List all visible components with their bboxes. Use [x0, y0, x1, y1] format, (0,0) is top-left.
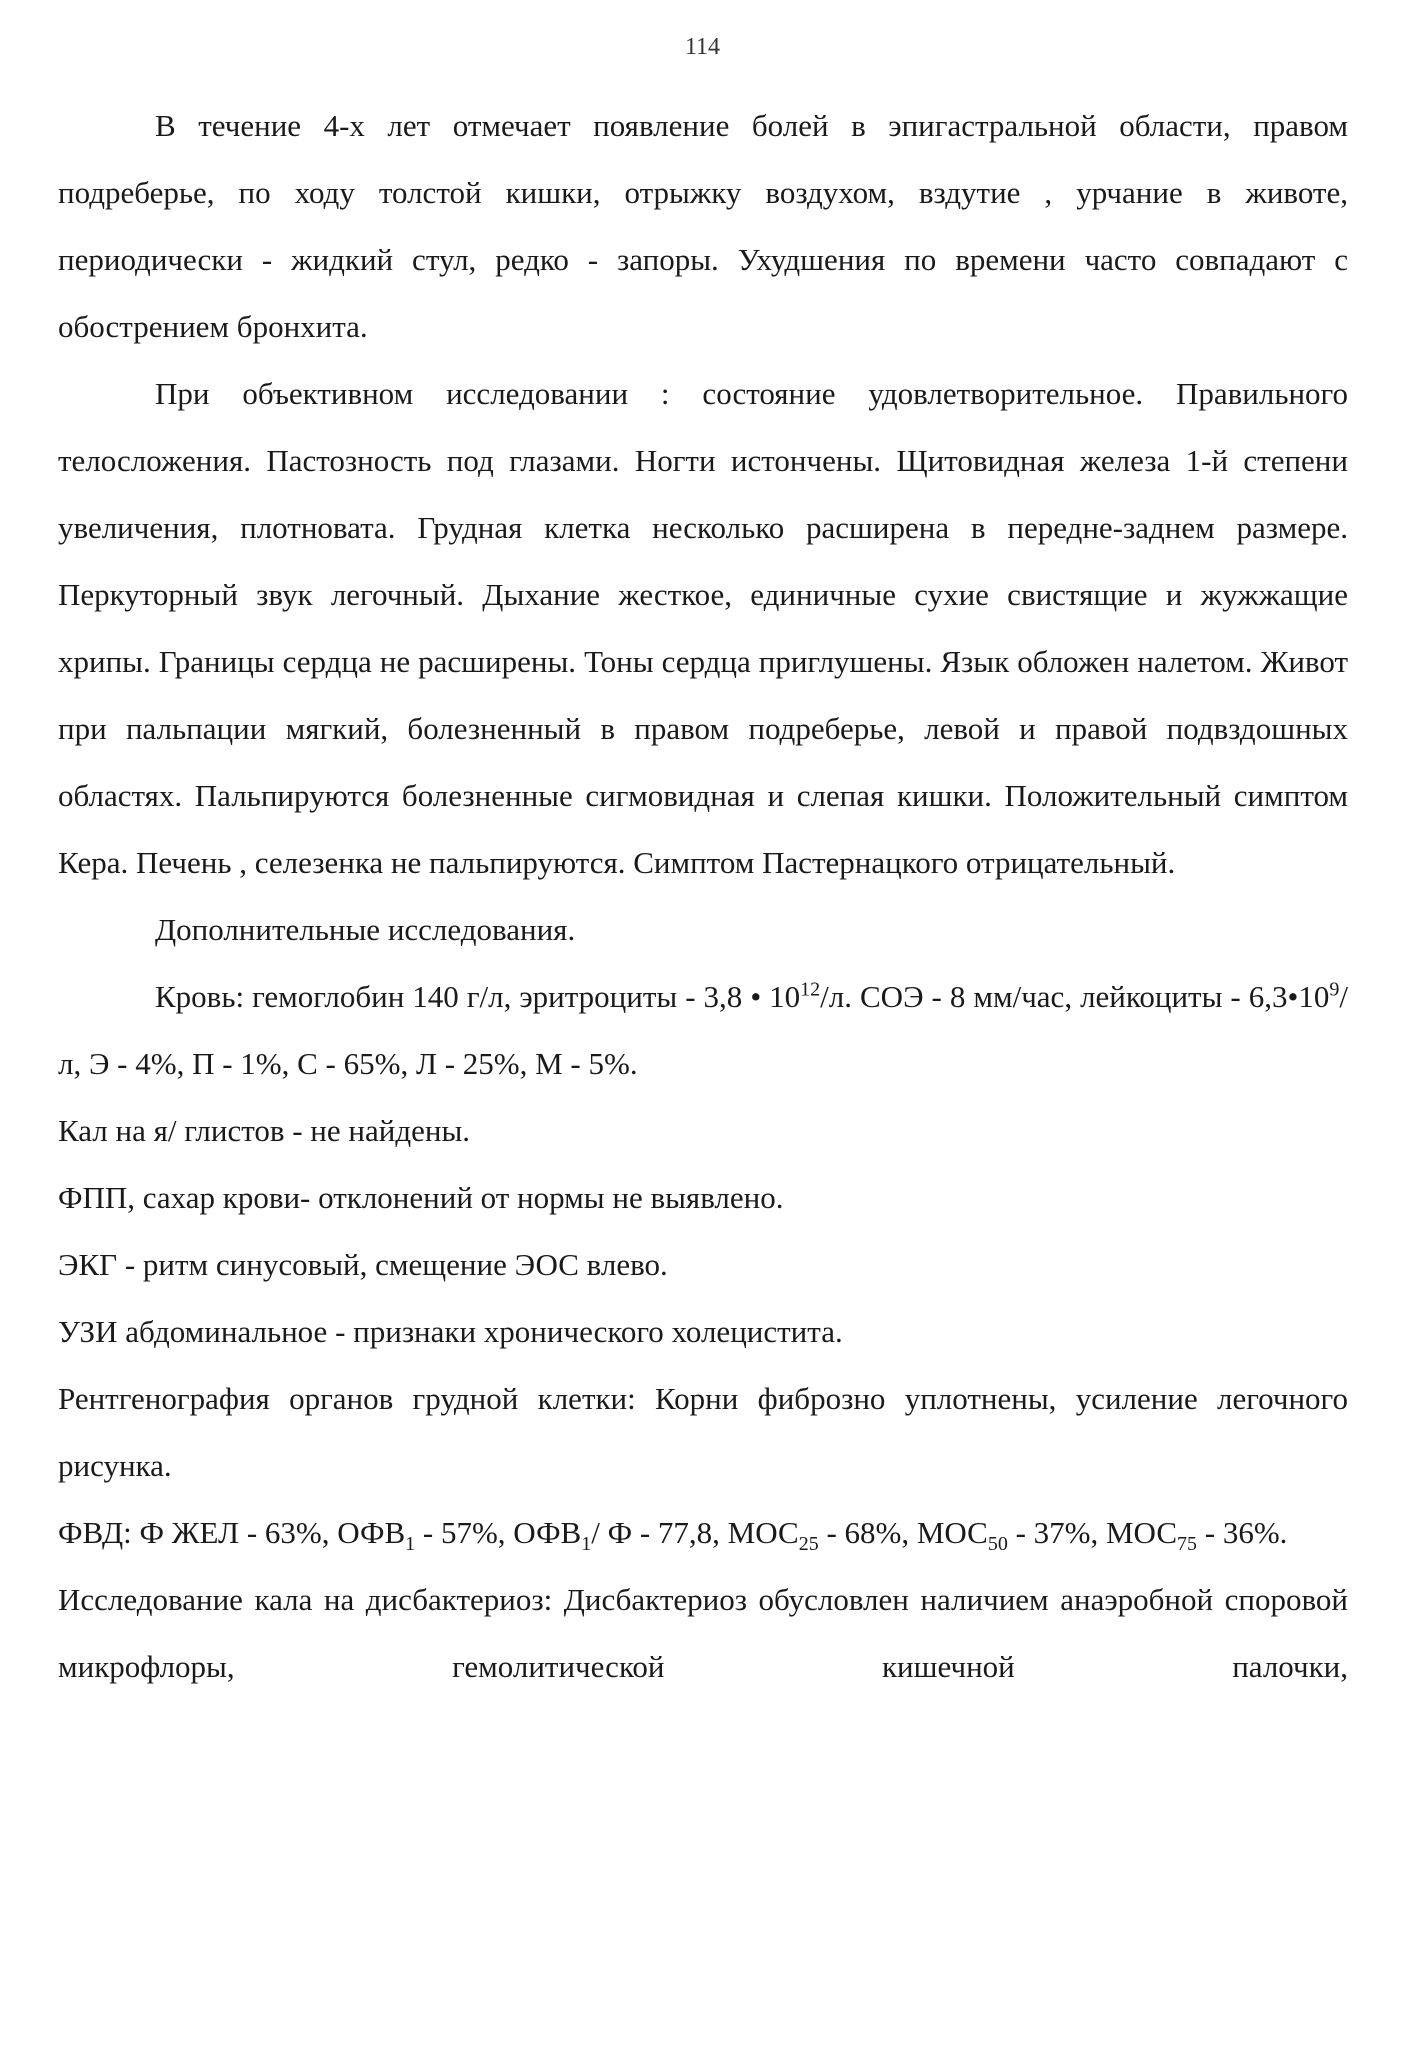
blood-text-1: Кровь: гемоглобин 140 г/л, эритроциты - 3,8 • 10: [155, 979, 801, 1014]
fvd-text-1: ФВД: Ф ЖЕЛ - 63%, ОФВ: [58, 1515, 406, 1550]
page-number: 114: [684, 34, 721, 60]
fvd-text-5: - 37%, МОС: [1007, 1515, 1177, 1550]
paragraph-dysbacteriosis: Исследование кала на дисбактериоз: Дисбактериоз обусловлен наличием анаэробной споровой микрофлоры, гемолитической кишечной палочки,: [58, 1582, 1348, 1684]
fvd-sub-2: 1: [581, 1533, 592, 1556]
fvd-text-2: - 57%, ОФВ: [415, 1515, 582, 1550]
paragraph-fvd: [58, 1499, 1348, 1566]
fvd-text-6: - 36%.: [1197, 1515, 1288, 1550]
paragraph-blood-test: [58, 963, 1348, 1097]
fvd-text-4: - 68%, МОС: [818, 1515, 988, 1550]
fvd-sub-3: 25: [798, 1533, 819, 1556]
blood-exponent-2: 9: [1329, 978, 1340, 1001]
blood-text-2: /л. СОЭ - 8 мм/час, лейкоциты - 6,3•10: [820, 979, 1330, 1014]
paragraph-objective-exam: При объективном исследовании : состояние удовлетворительное. Правильного телосложения. Пастозность под глазами. Ногти истончены. Щитовидная железа 1-й степени увеличения, плотновата. Грудная клетка несколько расширена в передне-заднем размере. Перкуторный звук легочный. Дыхание жесткое, единичные сухие свистящие и жужжащие хрипы. Границы сердца не расширены. Тоны сердца приглушены. Язык обложен налетом. Живот при пальпации мягкий, болезненный в правом подреберье, левой и правой подвздошных областях. Пальпируются болезненные сигмовидная и слепая кишки. Положительный симптом Кера. Печень , селезенка не пальпируются. Симптом Пастернацкого отрицательный.: [58, 376, 1348, 880]
page-body: [58, 92, 1348, 1700]
blood-exponent-1: 12: [800, 978, 821, 1001]
line-ecg: ЭКГ - ритм синусовый, смещение ЭОС влево.: [58, 1247, 668, 1282]
line-liver-tests: ФПП, сахар крови- отклонений от нормы не выявлено.: [58, 1180, 784, 1215]
fvd-sub-4: 50: [987, 1533, 1008, 1556]
fvd-text-3: / Ф - 77,8, МОС: [591, 1515, 799, 1550]
paragraph-additional-studies: Дополнительные исследования.: [155, 912, 576, 947]
paragraph-complaints: В течение 4-х лет отмечает появление болей в эпигастральной области, правом подреберье, по ходу толстой кишки, отрыжку воздухом, вздутие , урчание в животе, периодически - жидкий стул, редко - запоры. Ухудшения по времени часто совпадают с обострением бронхита.: [58, 108, 1348, 344]
line-stool-helminths: Кал на я/ глистов - не найдены.: [58, 1113, 471, 1148]
fvd-sub-5: 75: [1177, 1533, 1197, 1556]
fvd-sub-1: 1: [405, 1533, 416, 1556]
line-ultrasound: УЗИ абдоминальное - признаки хронического холецистита.: [58, 1314, 843, 1349]
line-chest-xray: Рентгенография органов грудной клетки: Корни фиброзно уплотнены, усиление легочного рисунка.: [58, 1381, 1348, 1483]
blood-text-3: /л, Э - 4%, П - 1%, С - 65%, Л - 25%, М - 5%.: [58, 979, 1348, 1081]
